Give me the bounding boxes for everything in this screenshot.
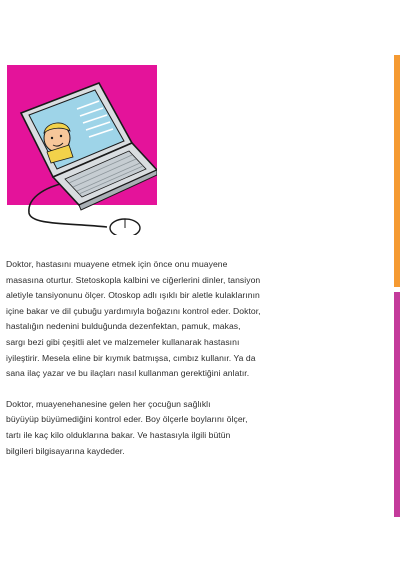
paragraph-exam: Doktor, hastasını muayene etmek için önce onu muayene masasına oturtur. Stetoskopla kalbini ve ciğerlerini dinler, tansiyon aletiyle tansiyonunu ölçer. Otoskop adlı ışıklı bir aletle kulaklarının içine bakar ve dil çubuğu yardımıyla boğazını kontrol eder. Doktor, hastalığın nedenini bulduğunda dezenfektan, pamuk, makas, sargı bezi gibi çeşitli alet ve malzemeler kullanarak hastasını iyileştirir. Mesela eline bir kıymık batmışsa, cımbız kullanır. Ya da sana ilaç yazar ve bu ilaçları nasıl kullanman gerektiğini anlatır. (6, 259, 261, 379)
side-strip-magenta (394, 292, 400, 517)
paragraph-growth: Doktor, muayenehanesine gelen her çocuğun sağlıklı büyüyüp büyümediğini kontrol eder. Boy ölçerle boylarını ölçer, tartı ile kaç kilo olduklarına bakar. Ve hastasıyla ilgili bütün bilgileri bilgisayarına kaydeder. (6, 398, 248, 456)
laptop-illustration (7, 65, 157, 235)
laptop-icon (7, 65, 157, 235)
side-strip-orange (394, 55, 400, 287)
body-text (6, 257, 326, 459)
